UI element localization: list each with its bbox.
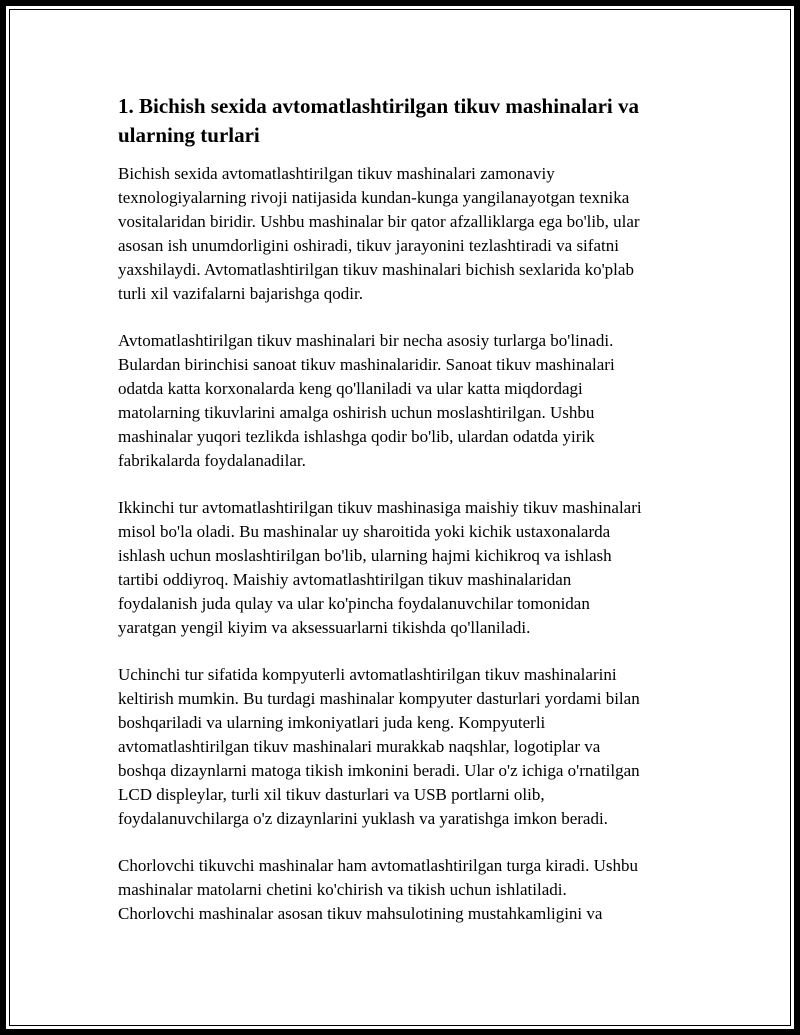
text-line: Avtomatlashtirilgan tikuv mashinalari bir necha asosiy turlarga bo'linadi.	[118, 331, 614, 350]
text-line: odatda katta korxonalarda keng qo'llaniladi va ular katta miqdordagi	[118, 379, 583, 398]
text-line: mashinalar matolarni chetini ko'chirish va tikish uchun ishlatiladi.	[118, 880, 567, 899]
text-line: yaxshilaydi. Avtomatlashtirilgan tikuv mashinalari bichish sexlarida ko'plab	[118, 260, 634, 279]
paragraph-intro	[118, 162, 693, 306]
text-line: Ikkinchi tur avtomatlashtirilgan tikuv mashinasiga maishiy tikuv mashinalari	[118, 498, 642, 517]
text-line: misol bo'la oladi. Bu mashinalar uy sharoitida yoki kichik ustaxonalarda	[118, 522, 611, 541]
text-line: mashinalar yuqori tezlikda ishlashga qodir bo'lib, ulardan odatda yirik	[118, 427, 595, 446]
text-line: asosan ish unumdorligini oshiradi, tikuv jarayonini tezlashtiradi va sifatni	[118, 236, 619, 255]
text-line: ishlash uchun moslashtirilgan bo'lib, ularning hajmi kichikroq va ishlash	[118, 546, 612, 565]
section-title	[118, 92, 693, 150]
paragraph-types-overview	[118, 329, 693, 473]
text-line: fabrikalarda foydalanadilar.	[118, 451, 306, 470]
text-line: Chorlovchi mashinalar asosan tikuv mahsulotining mustahkamligini va	[118, 904, 603, 923]
text-line: Chorlovchi tikuvchi mashinalar ham avtomatlashtirilgan turga kiradi. Ushbu	[118, 856, 638, 875]
text-line: LCD displeylar, turli xil tikuv dasturlari va USB portlarni olib,	[118, 785, 545, 804]
text-line: Bulardan birinchisi sanoat tikuv mashinalaridir. Sanoat tikuv mashinalari	[118, 355, 615, 374]
paragraph-household	[118, 496, 693, 640]
text-line: vositalaridan biridir. Ushbu mashinalar bir qator afzalliklarga ega bo'lib, ular	[118, 212, 640, 231]
text-line: texnologiyalarning rivoji natijasida kundan-kunga yangilanayotgan texnika	[118, 188, 630, 207]
text-line: Bichish sexida avtomatlashtirilgan tikuv mashinalari zamonaviy	[118, 164, 555, 183]
text-line: yaratgan yengil kiyim va aksessuarlarni tikishda qo'llaniladi.	[118, 618, 531, 637]
title-line: 1. Bichish sexida avtomatlashtirilgan tikuv mashinalari va	[118, 94, 639, 118]
text-line: Uchinchi tur sifatida kompyuterli avtomatlashtirilgan tikuv mashinalarini	[118, 665, 617, 684]
title-line: ularning turlari	[118, 123, 260, 147]
paragraph-computerized	[118, 663, 693, 831]
text-line: boshqariladi va ularning imkoniyatlari juda keng. Kompyuterli	[118, 713, 546, 732]
text-line: avtomatlashtirilgan tikuv mashinalari murakkab naqshlar, logotiplar va	[118, 737, 601, 756]
text-line: boshqa dizaynlarni matoga tikish imkonini beradi. Ular o'z ichiga o'rnatilgan	[118, 761, 640, 780]
text-line: foydalanish juda qulay va ular ko'pincha foydalanuvchilar tomonidan	[118, 594, 590, 613]
document-body	[118, 92, 693, 949]
text-line: tartibi oddiyroq. Maishiy avtomatlashtirilgan tikuv mashinalaridan	[118, 570, 572, 589]
text-line: turli xil vazifalarni bajarishga qodir.	[118, 284, 364, 303]
text-line: foydalanuvchilarga o'z dizaynlarini yuklash va yaratishga imkon beradi.	[118, 809, 608, 828]
paragraph-overlock	[118, 854, 693, 926]
text-line: keltirish mumkin. Bu turdagi mashinalar kompyuter dasturlari yordami bilan	[118, 689, 640, 708]
text-line: matolarning tikuvlarini amalga oshirish uchun moslashtirilgan. Ushbu	[118, 403, 595, 422]
